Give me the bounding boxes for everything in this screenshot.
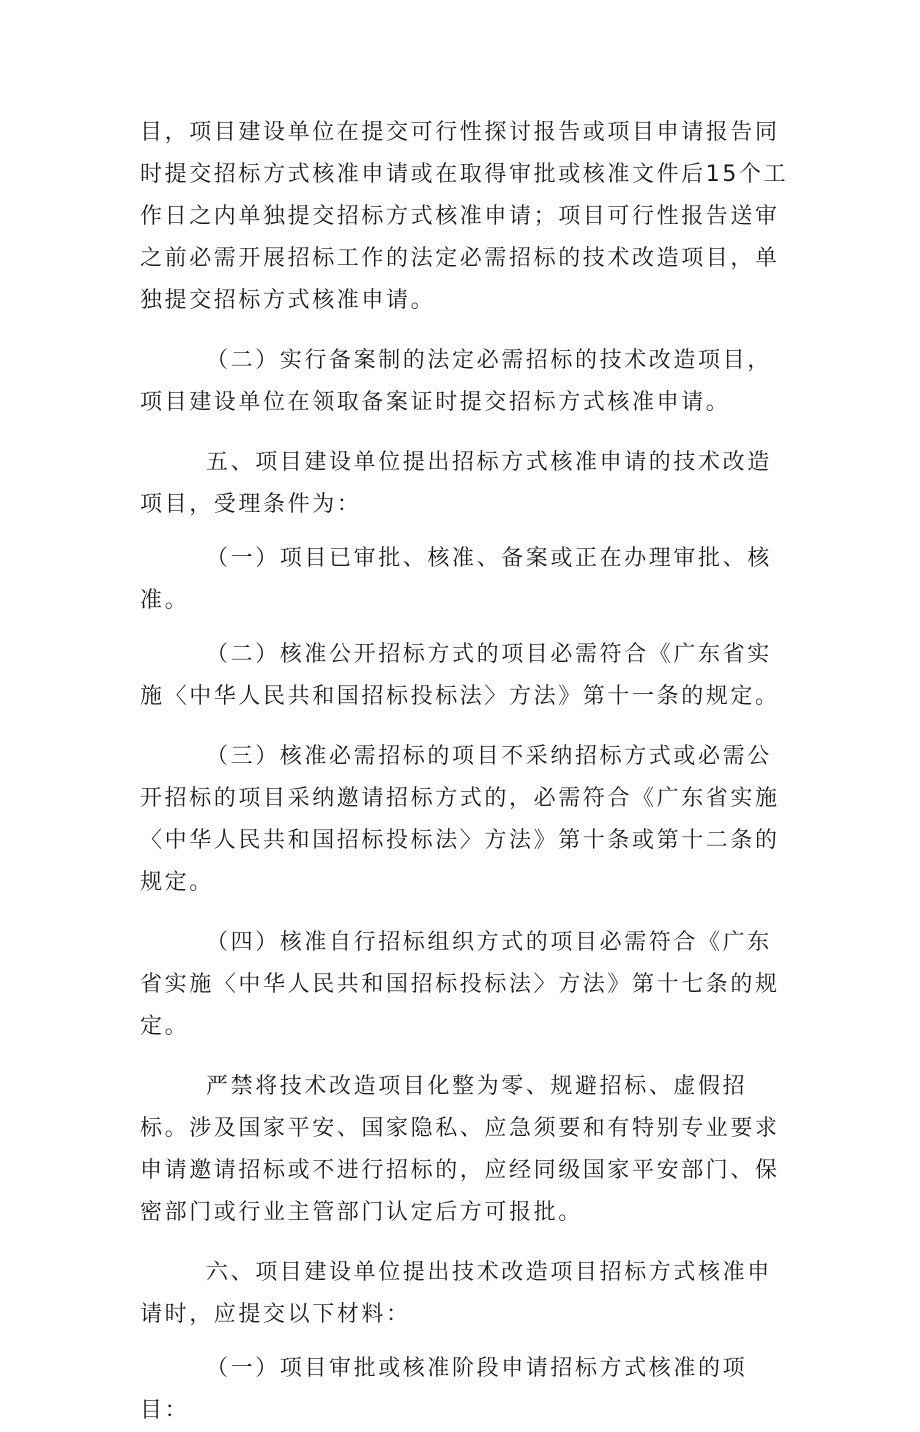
document-body xyxy=(140,112,790,1432)
section-five-heading: 五、项目建设单位提出招标方式核准申请的技术改造项目，受理条件为： xyxy=(140,450,772,517)
condition-two: （二）核准公开招标方式的项目必需符合《广东省实施〈中华人民共和国招标投标法〉方法》第十一条的规定。 xyxy=(140,642,780,709)
prohibition-paragraph: 严禁将技术改造项目化整为零、规避招标、虚假招标。涉及国家平安、国家隐私、应急须要和有特别专业要求申请邀请招标或不进行招标的，应经同级国家平安部门、保密部门或行业主管部门认定后方可报批。 xyxy=(140,1074,780,1225)
condition-four: （四）核准自行招标组织方式的项目必需符合《广东省实施〈中华人民共和国招标投标法〉方法》第十七条的规定。 xyxy=(140,930,780,1039)
condition-three: （三）核准必需招标的项目不采纳招标方式或必需公开招标的项目采纳邀请招标方式的，必需符合《广东省实施〈中华人民共和国招标投标法〉方法》第十条或第十二条的规定。 xyxy=(140,744,780,895)
section-six-heading: 六、项目建设单位提出技术改造项目招标方式核准申请时，应提交以下材料： xyxy=(140,1260,772,1327)
paragraph-filing-projects: （二）实行备案制的法定必需招标的技术改造项目，项目建设单位在领取备案证时提交招标方式核准申请。 xyxy=(140,348,772,415)
materials-item-one: （一）项目审批或核准阶段申请招标方式核准的项目： xyxy=(140,1356,748,1423)
paragraph-continuation: 目，项目建设单位在提交可行性探讨报告或项目申请报告同时提交招标方式核准申请或在取得审批或核准文件后15个工作日之内单独提交招标方式核准申请；项目可行性报告送审之前必需开展招标工作的法定必需招标的技术改造项目，单独提交招标方式核准申请。 xyxy=(140,120,789,313)
condition-one: （一）项目已审批、核准、备案或正在办理审批、核准。 xyxy=(140,546,772,613)
